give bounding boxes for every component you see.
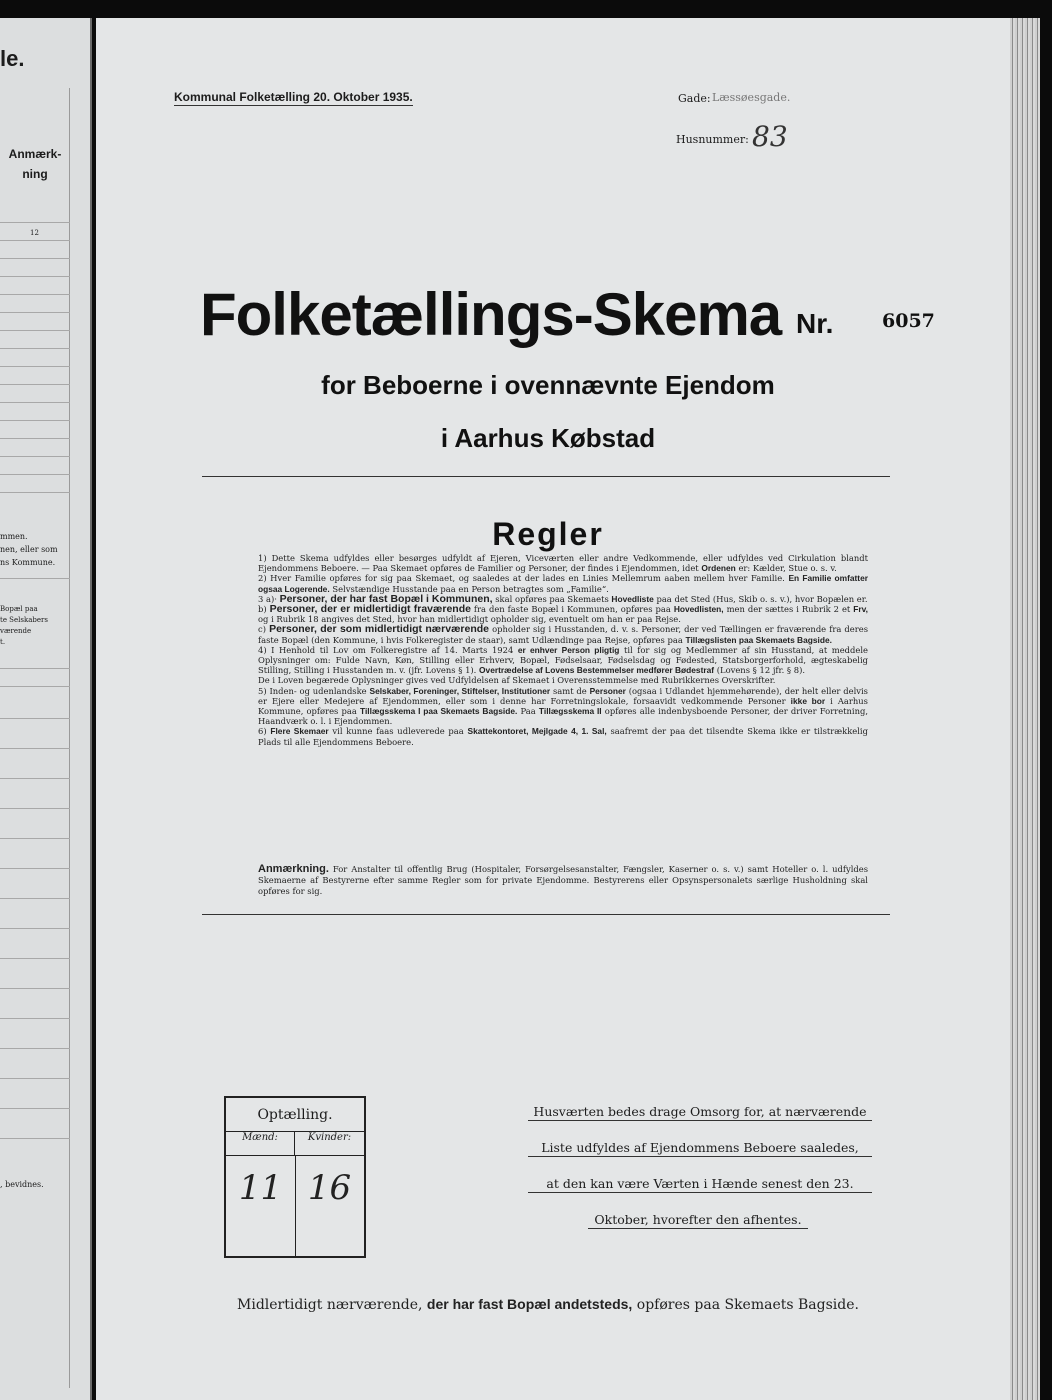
instruction-line-4: Oktober, hvorefter den afhentes. — [588, 1212, 808, 1229]
note-text — [258, 863, 868, 897]
divider — [0, 438, 70, 439]
left-page-title: le. — [0, 46, 25, 71]
divider — [0, 578, 70, 579]
instruction-line-2: Liste udfyldes af Ejendommens Beboere saaledes, — [528, 1140, 872, 1157]
rule-2: 2) Hver Familie opføres for sig paa Skemaet, og saaledes at der lades en Linies Mellemrum aaben mellem hver Familie. En Familie omfatter ogsaa Logerende. Selvstændige Husstande paa en Person betragtes som „Familie“. — [258, 573, 869, 594]
divider — [0, 958, 70, 959]
left-page-column-line — [0, 88, 70, 1388]
left-page-column-number: 12 — [30, 229, 39, 237]
count-men-label: Mænd: — [226, 1132, 295, 1156]
count-men-value: 11 — [238, 1168, 283, 1208]
divider — [0, 1108, 70, 1109]
divider — [0, 778, 70, 779]
divider — [0, 668, 70, 669]
divider — [0, 420, 70, 421]
instruction-line-3: at den kan være Værten i Hænde senest den 23. — [528, 1176, 872, 1193]
divider — [0, 384, 70, 385]
divider — [0, 456, 70, 457]
footer-note: Midlertidigt nærværende, der har fast Bopæl andetsteds, opføres paa Skemaets Bagside. — [237, 1296, 859, 1313]
rule-1: 1) Dette Skema udfyldes eller besørges udfyldt af Ejeren, Viceværten eller andre Vedkommende, eller udfyldes ved Cirkulation blandt Ejendommens Beboere. — Paa Skemaet opføres de Familier og Personer, der findes i Ejendommen, idet Ordenen er: Kælder, Stue o. s. v. — [258, 553, 868, 574]
form-subtitle: for Beboerne i ovennævnte Ejendom — [321, 370, 775, 400]
form-title: Folketællings-Skema — [200, 281, 782, 348]
divider — [0, 222, 70, 223]
left-page-column-header: Anmærk- ning — [8, 147, 62, 181]
divider — [0, 258, 70, 259]
divider — [0, 366, 70, 367]
divider — [0, 348, 70, 349]
divider — [0, 1078, 70, 1079]
rule-6: 6) Flere Skemaer vil kunne faas udleverede paa Skattekontoret, Mejlgade 4, 1. Sal, saafremt der paa det tilsendte Skema ikke er tilstrækkelig Plads til alle Ejendommens Beboere. — [258, 726, 868, 747]
divider — [0, 1138, 70, 1139]
divider — [0, 686, 70, 687]
divider — [0, 240, 70, 241]
note-label: Anmærkning. — [258, 863, 329, 875]
divider — [0, 402, 70, 403]
left-page-fragment — [0, 18, 92, 1400]
divider — [0, 718, 70, 719]
divider — [0, 988, 70, 989]
book-page-edges — [1010, 18, 1040, 1400]
form-number-label: Nr. — [796, 308, 834, 339]
divider — [0, 838, 70, 839]
divider — [0, 276, 70, 277]
divider — [0, 492, 70, 493]
left-page-note-3: , bevidnes. — [0, 1180, 44, 1189]
count-title: Optælling. — [226, 1098, 364, 1132]
rules-heading: Regler — [492, 516, 604, 552]
rule-4: 4) I Henhold til Lov om Folkeregistre af 14. Marts 1924 er enhver Person pligtig til for sig og Medlemmer af sin Husstand, at meddele Oplysninger om: Fulde Navn, Køn, Stilling eller Erhverv, Bopæl, Fødselsaar, Fødselsdag og Fødested, Statsborgerforhold, ægteskabelig Stilling, Stilling i Husstanden m. v. (jfr. Lovens § 1). Overtrædelse af Lovens Bestemmelser medfører Bødestraf (Lovens § 12 jfr. § 8). — [258, 644, 868, 676]
left-page-note-2: Bopæl paa te Selskabers værende t. — [0, 605, 48, 646]
rule-3b: b) Personer, der er midlertidigt fraværende fra den faste Bopæl i Kommunen, opføres paa Hovedlisten, men der sættes i Rubrik 2 et Frv, og i Rubrik 18 angives det Sted, hvor han midlertidigt opholder sig, eventuelt om han er paa Rejse. — [258, 603, 868, 625]
rule-3c: c) Personer, der som midlertidigt nærværende opholder sig i Husstanden, d. v. s. Personer, der ved Tællingen er fraværende fra deres faste Bopæl (den Kommune, i hvis Folkeregister de staar), samt Udlændinge paa Rejse, opføres paa Tillægslisten paa Skemaets Bagside. — [258, 623, 868, 645]
divider — [0, 808, 70, 809]
street-label: Gade: — [678, 92, 711, 105]
instruction-line-1: Husværten bedes drage Omsorg for, at nærværende — [528, 1104, 872, 1121]
house-number-value: 83 — [752, 120, 788, 153]
divider — [0, 748, 70, 749]
divider — [0, 294, 70, 295]
note-content: For Anstalter til offentlig Brug (Hospitaler, Forsørgelsesanstalter, Fængsler, Kaserner o. s. v.) samt Hoteller o. l. udfyldes Skemaerne af Bestyrerne efter samme Regler som for private Ejendomme. Bestyrerens eller Opsynspersonalets særlige Husholdning skal opføres for sig. — [258, 864, 868, 896]
divider — [0, 1048, 70, 1049]
street-value: Læssøesgade. — [712, 91, 791, 104]
rule-5: 5) Inden- og udenlandske Selskaber, Foreninger, Stiftelser, Institutioner samt de Personer (ogsaa i Udlandet hjemmehørende), der helt eller delvis er Ejere eller Medejere af Ejendommen, eller som i denne har Forretningslokale, forsaavidt vedkommende Personer ikke bor i Aarhus Kommune, opføres paa Tillægsskema I paa Skemaets Bagside. Paa Tillægsskema II opføres alle indenbysboende Personer, der driver Forretning, Haandværk o. l. i Ejendommen. — [258, 685, 869, 727]
divider — [0, 312, 70, 313]
divider — [0, 928, 70, 929]
census-header: Kommunal Folketælling 20. Oktober 1935. — [174, 90, 413, 104]
count-box — [224, 1096, 366, 1258]
rule-3a: 3 a)· Personer, der har fast Bopæl i Kommunen, skal opføres paa Skemaets Hovedliste paa det Sted (Hus, Skib o. s. v.), hvor Bopælen er. — [258, 592, 868, 605]
divider — [202, 476, 890, 477]
divider — [0, 898, 70, 899]
census-form-page — [96, 18, 1010, 1400]
divider — [0, 868, 70, 869]
divider — [0, 330, 70, 331]
rule-4b: De i Loven begærede Oplysninger gives ved Udfyldelsen af Skemaet i Overensstemmelse med Rubrikkernes Overskrifter. — [258, 675, 776, 686]
divider — [202, 914, 890, 915]
divider — [0, 474, 70, 475]
left-page-note-1: mmen. nen, eller som ns Kommune. — [0, 532, 58, 567]
count-women-value: 16 — [307, 1168, 352, 1208]
form-number: 6057 — [882, 310, 935, 332]
house-number-label: Husnummer: — [676, 133, 749, 146]
rules-text — [258, 553, 868, 747]
divider — [0, 1018, 70, 1019]
form-subtitle-city: i Aarhus Købstad — [440, 423, 656, 453]
count-women-label: Kvinder: — [295, 1132, 364, 1156]
